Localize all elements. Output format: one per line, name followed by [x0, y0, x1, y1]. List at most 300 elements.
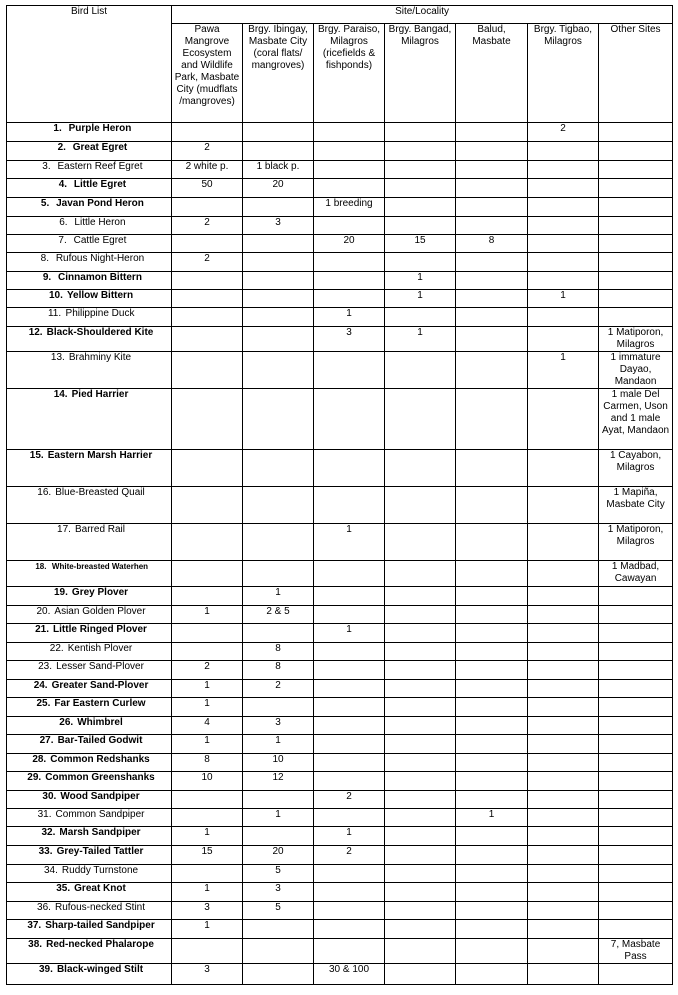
- bird-number: 4.: [58, 179, 68, 190]
- count-cell: 1: [314, 624, 385, 643]
- bird-name: Barred Rail: [74, 524, 126, 535]
- count-cell: [456, 643, 528, 661]
- bird-name-cell: [7, 939, 172, 964]
- count-cell: [385, 661, 456, 680]
- other-sites-cell: [599, 123, 673, 142]
- count-cell: 2: [172, 217, 243, 235]
- count-cell: 2: [314, 791, 385, 809]
- bird-number: 30.: [42, 791, 57, 802]
- count-cell: [385, 902, 456, 920]
- bird-number: 27.: [39, 735, 54, 746]
- table-row: [7, 964, 673, 985]
- bird-number: 29.: [27, 772, 42, 783]
- bird-name-cell: [7, 920, 172, 939]
- count-cell: [456, 865, 528, 883]
- count-cell: [243, 272, 314, 290]
- count-cell: [385, 772, 456, 791]
- count-cell: [172, 235, 243, 253]
- bird-name: Marsh Sandpiper: [59, 827, 141, 838]
- table-row: [7, 272, 673, 290]
- bird-number: 6.: [59, 217, 68, 228]
- other-sites-cell: [599, 643, 673, 661]
- count-cell: [528, 754, 599, 772]
- bird-name: Great Egret: [72, 142, 128, 153]
- table-row: [7, 253, 673, 272]
- count-cell: [243, 920, 314, 939]
- other-sites-cell: [599, 754, 673, 772]
- table-row: [7, 587, 673, 606]
- bird-list-heading: Bird List: [7, 6, 172, 123]
- count-cell: [243, 389, 314, 450]
- table-row: [7, 624, 673, 643]
- bird-name-cell: [7, 198, 172, 217]
- count-cell: [456, 735, 528, 754]
- count-cell: [528, 846, 599, 865]
- count-cell: [528, 161, 599, 179]
- count-cell: [456, 883, 528, 902]
- count-cell: [243, 123, 314, 142]
- bird-name-cell: [7, 827, 172, 846]
- count-cell: [528, 883, 599, 902]
- table-row: [7, 698, 673, 717]
- bird-name-cell: [7, 272, 172, 290]
- bird-list-table: [6, 5, 673, 985]
- other-sites-cell: [599, 161, 673, 179]
- count-cell: [456, 606, 528, 624]
- count-cell: [385, 865, 456, 883]
- bird-number: 39.: [38, 964, 53, 975]
- bird-name-cell: [7, 624, 172, 643]
- bird-number: 12.: [28, 327, 43, 338]
- bird-name: Grey-Tailed Tattler: [56, 846, 144, 857]
- count-cell: 1: [528, 352, 599, 389]
- count-cell: [172, 389, 243, 450]
- count-cell: [243, 308, 314, 327]
- count-cell: [314, 123, 385, 142]
- bird-rows: [7, 123, 673, 985]
- other-sites-cell: [599, 587, 673, 606]
- bird-name-cell: [7, 487, 172, 524]
- bird-name: Javan Pond Heron: [56, 198, 144, 209]
- count-cell: [528, 643, 599, 661]
- bird-name-cell: [7, 717, 172, 735]
- bird-number: 13.: [50, 352, 65, 363]
- bird-name: Yellow Bittern: [66, 290, 134, 301]
- count-cell: 1: [172, 680, 243, 698]
- bird-name: Far Eastern Curlew: [54, 698, 146, 709]
- count-cell: 1: [314, 524, 385, 561]
- count-cell: [528, 717, 599, 735]
- bird-name: Cinnamon Bittern: [58, 272, 142, 283]
- count-cell: [314, 698, 385, 717]
- table-row: [7, 791, 673, 809]
- bird-name: Pied Harrier: [71, 389, 129, 400]
- table-row: [7, 235, 673, 253]
- count-cell: [172, 587, 243, 606]
- count-cell: [456, 920, 528, 939]
- table-row: [7, 846, 673, 865]
- bird-name-cell: [7, 327, 172, 352]
- bird-name-cell: [7, 561, 172, 587]
- bird-name: Philippine Duck: [65, 308, 135, 319]
- count-cell: [528, 920, 599, 939]
- count-cell: [528, 253, 599, 272]
- bird-name: Little Egret: [73, 179, 127, 190]
- count-cell: [172, 352, 243, 389]
- count-cell: [456, 308, 528, 327]
- table-row: [7, 939, 673, 964]
- count-cell: [456, 327, 528, 352]
- table-row: [7, 827, 673, 846]
- count-cell: [385, 791, 456, 809]
- other-sites-cell: [599, 217, 673, 235]
- count-cell: 10: [243, 754, 314, 772]
- bird-name-cell: [7, 606, 172, 624]
- count-cell: 8: [243, 661, 314, 680]
- other-sites-cell: [599, 606, 673, 624]
- count-cell: [528, 939, 599, 964]
- count-cell: 2: [172, 142, 243, 161]
- count-cell: [385, 606, 456, 624]
- count-cell: 3: [314, 327, 385, 352]
- count-cell: [172, 624, 243, 643]
- count-cell: [456, 754, 528, 772]
- count-cell: [456, 717, 528, 735]
- count-cell: [172, 487, 243, 524]
- table-row: [7, 717, 673, 735]
- count-cell: [456, 524, 528, 561]
- count-cell: [385, 883, 456, 902]
- bird-name: Eastern Marsh Harrier: [47, 450, 153, 461]
- bird-name-cell: [7, 253, 172, 272]
- count-cell: [243, 698, 314, 717]
- count-cell: [385, 827, 456, 846]
- bird-name: Greater Sand-Plover: [51, 680, 149, 691]
- count-cell: [528, 198, 599, 217]
- count-cell: [528, 487, 599, 524]
- count-cell: [528, 624, 599, 643]
- bird-name-cell: [7, 680, 172, 698]
- count-cell: [528, 964, 599, 985]
- count-cell: [528, 450, 599, 487]
- count-cell: [172, 308, 243, 327]
- bird-name-cell: [7, 161, 172, 179]
- count-cell: [314, 290, 385, 308]
- count-cell: 1: [528, 290, 599, 308]
- other-sites-cell: [599, 735, 673, 754]
- count-cell: [385, 450, 456, 487]
- count-cell: [528, 217, 599, 235]
- count-cell: [314, 487, 385, 524]
- count-cell: 1: [314, 308, 385, 327]
- count-cell: [528, 809, 599, 827]
- count-cell: [243, 561, 314, 587]
- table-row: [7, 754, 673, 772]
- count-cell: [385, 198, 456, 217]
- count-cell: 1: [172, 827, 243, 846]
- bird-name-cell: [7, 698, 172, 717]
- count-cell: [385, 809, 456, 827]
- count-cell: 5: [243, 902, 314, 920]
- count-cell: 4: [172, 717, 243, 735]
- other-sites-cell: 7, Masbate Pass: [599, 939, 673, 964]
- count-cell: 2: [528, 123, 599, 142]
- count-cell: 1: [243, 809, 314, 827]
- count-cell: [456, 624, 528, 643]
- count-cell: 20: [243, 846, 314, 865]
- bird-number: 38.: [28, 939, 43, 950]
- count-cell: 20: [243, 179, 314, 198]
- count-cell: [385, 217, 456, 235]
- bird-name: Little Ringed Plover: [53, 624, 147, 635]
- count-cell: [528, 524, 599, 561]
- count-cell: 1: [243, 735, 314, 754]
- count-cell: [243, 352, 314, 389]
- table-row: [7, 680, 673, 698]
- count-cell: [528, 587, 599, 606]
- count-cell: [172, 524, 243, 561]
- bird-number: 14.: [53, 389, 68, 400]
- count-cell: 2 & 5: [243, 606, 314, 624]
- bird-name: Red-necked Phalarope: [46, 939, 154, 950]
- bird-name-cell: [7, 846, 172, 865]
- count-cell: 1: [314, 827, 385, 846]
- table-row: [7, 450, 673, 487]
- count-cell: [385, 389, 456, 450]
- count-cell: [456, 827, 528, 846]
- bird-number: 24.: [33, 680, 48, 691]
- count-cell: 1: [172, 698, 243, 717]
- table-row: [7, 920, 673, 939]
- count-cell: 12: [243, 772, 314, 791]
- count-cell: [172, 809, 243, 827]
- bird-number: 21.: [35, 624, 49, 635]
- count-cell: 5: [243, 865, 314, 883]
- table-row: [7, 561, 673, 587]
- column-header: Other Sites: [599, 24, 673, 123]
- table-row: [7, 389, 673, 450]
- count-cell: 2: [243, 680, 314, 698]
- bird-name-cell: [7, 754, 172, 772]
- table-row: [7, 161, 673, 179]
- table-row: [7, 643, 673, 661]
- count-cell: 1: [243, 587, 314, 606]
- count-cell: [385, 142, 456, 161]
- bird-number: 7.: [58, 235, 67, 246]
- other-sites-cell: 1 Madbad, Cawayan: [599, 561, 673, 587]
- bird-name-cell: [7, 809, 172, 827]
- count-cell: [314, 772, 385, 791]
- count-cell: [243, 450, 314, 487]
- bird-name: White-breasted Waterhen: [51, 562, 149, 571]
- count-cell: [456, 179, 528, 198]
- count-cell: [385, 179, 456, 198]
- count-cell: [528, 827, 599, 846]
- count-cell: [385, 123, 456, 142]
- table-row: [7, 290, 673, 308]
- column-header: Pawa Mangrove Ecosystem and Wildlife Park, Masbate City (mudflats /mangroves): [172, 24, 243, 123]
- bird-name-cell: [7, 661, 172, 680]
- count-cell: [528, 606, 599, 624]
- count-cell: 3: [243, 883, 314, 902]
- other-sites-cell: 1 Cayabon, Milagros: [599, 450, 673, 487]
- count-cell: [314, 142, 385, 161]
- count-cell: [243, 624, 314, 643]
- column-header: Brgy. Bangad, Milagros: [385, 24, 456, 123]
- bird-number: 34.: [43, 865, 58, 876]
- count-cell: 1 black p.: [243, 161, 314, 179]
- site-locality-heading: Site/Locality: [172, 6, 673, 24]
- count-cell: 1: [172, 883, 243, 902]
- count-cell: [456, 272, 528, 290]
- bird-name: Lesser Sand-Plover: [56, 661, 144, 672]
- count-cell: 2 white p.: [172, 161, 243, 179]
- count-cell: [456, 142, 528, 161]
- count-cell: [385, 524, 456, 561]
- bird-number: 16.: [37, 487, 52, 498]
- count-cell: [456, 217, 528, 235]
- bird-name: Common Greenshanks: [45, 772, 155, 783]
- count-cell: [456, 253, 528, 272]
- bird-name-cell: [7, 964, 172, 985]
- bird-name-cell: [7, 791, 172, 809]
- count-cell: [314, 179, 385, 198]
- count-cell: [456, 352, 528, 389]
- count-cell: 1: [456, 809, 528, 827]
- count-cell: [385, 735, 456, 754]
- other-sites-cell: [599, 661, 673, 680]
- count-cell: [385, 161, 456, 179]
- bird-name: Rufous Night-Heron: [55, 253, 145, 264]
- bird-name: Sharp-tailed Sandpiper: [45, 920, 155, 931]
- bird-number: 18.: [35, 562, 47, 571]
- count-cell: [456, 587, 528, 606]
- bird-name: Great Knot: [74, 883, 126, 894]
- bird-name: Eastern Reef Egret: [57, 161, 143, 172]
- table-row: [7, 661, 673, 680]
- other-sites-cell: [599, 865, 673, 883]
- count-cell: 3: [243, 217, 314, 235]
- bird-number: 15.: [29, 450, 44, 461]
- count-cell: [456, 661, 528, 680]
- bird-name: Common Sandpiper: [55, 809, 145, 820]
- count-cell: [243, 827, 314, 846]
- bird-name: Ruddy Turnstone: [61, 865, 139, 876]
- count-cell: [172, 865, 243, 883]
- count-cell: [456, 198, 528, 217]
- count-cell: [314, 865, 385, 883]
- count-cell: [314, 939, 385, 964]
- count-cell: [172, 290, 243, 308]
- count-cell: [385, 561, 456, 587]
- count-cell: 1: [385, 290, 456, 308]
- other-sites-cell: 1 Mapiña, Masbate City: [599, 487, 673, 524]
- bird-name: Bar-Tailed Godwit: [57, 735, 143, 746]
- table-row: [7, 308, 673, 327]
- count-cell: 3: [243, 717, 314, 735]
- count-cell: [314, 735, 385, 754]
- count-cell: [314, 161, 385, 179]
- count-cell: [456, 487, 528, 524]
- bird-name-cell: [7, 735, 172, 754]
- bird-name: Black-Shouldered Kite: [46, 327, 154, 338]
- bird-name-cell: [7, 308, 172, 327]
- bird-number: 28.: [32, 754, 47, 765]
- count-cell: [243, 964, 314, 985]
- count-cell: 10: [172, 772, 243, 791]
- bird-name: Grey Plover: [71, 587, 129, 598]
- table-row: [7, 606, 673, 624]
- bird-name-cell: [7, 179, 172, 198]
- count-cell: [172, 327, 243, 352]
- count-cell: [456, 964, 528, 985]
- count-cell: 1: [385, 272, 456, 290]
- count-cell: 8: [243, 643, 314, 661]
- bird-name-cell: [7, 643, 172, 661]
- count-cell: [172, 198, 243, 217]
- bird-name-cell: [7, 290, 172, 308]
- table-row: [7, 487, 673, 524]
- table-row: [7, 809, 673, 827]
- count-cell: [314, 643, 385, 661]
- bird-number: 9.: [42, 272, 52, 283]
- other-sites-cell: [599, 179, 673, 198]
- column-header: Brgy. Tigbao, Milagros: [528, 24, 599, 123]
- count-cell: 50: [172, 179, 243, 198]
- table-row: [7, 883, 673, 902]
- count-cell: [456, 123, 528, 142]
- count-cell: [528, 561, 599, 587]
- table-row: [7, 198, 673, 217]
- count-cell: [243, 524, 314, 561]
- count-cell: [456, 680, 528, 698]
- count-cell: [528, 902, 599, 920]
- other-sites-cell: [599, 698, 673, 717]
- bird-name: Whimbrel: [77, 717, 123, 728]
- count-cell: [314, 606, 385, 624]
- count-cell: 3: [172, 902, 243, 920]
- count-cell: [456, 161, 528, 179]
- count-cell: [314, 587, 385, 606]
- other-sites-cell: [599, 290, 673, 308]
- table-row: [7, 352, 673, 389]
- bird-name: Black-winged Stilt: [56, 964, 144, 975]
- bird-number: 2.: [57, 142, 66, 153]
- count-cell: [385, 253, 456, 272]
- bird-number: 22.: [49, 643, 64, 654]
- bird-name: Blue-Breasted Quail: [55, 487, 145, 498]
- count-cell: [314, 389, 385, 450]
- other-sites-cell: [599, 308, 673, 327]
- column-header: Brgy. Ibingay, Masbate City (coral flats/ mangroves): [243, 24, 314, 123]
- count-cell: [243, 791, 314, 809]
- count-cell: 8: [456, 235, 528, 253]
- count-cell: [314, 717, 385, 735]
- count-cell: 20: [314, 235, 385, 253]
- count-cell: 1: [385, 327, 456, 352]
- bird-number: 23.: [38, 661, 53, 672]
- bird-number: 33.: [38, 846, 53, 857]
- count-cell: [456, 389, 528, 450]
- count-cell: [243, 939, 314, 964]
- count-cell: [172, 561, 243, 587]
- count-cell: [385, 754, 456, 772]
- count-cell: [314, 450, 385, 487]
- bird-name: Rufous-necked Stint: [54, 902, 146, 913]
- count-cell: [528, 772, 599, 791]
- table-row: [7, 217, 673, 235]
- table-row: [7, 123, 673, 142]
